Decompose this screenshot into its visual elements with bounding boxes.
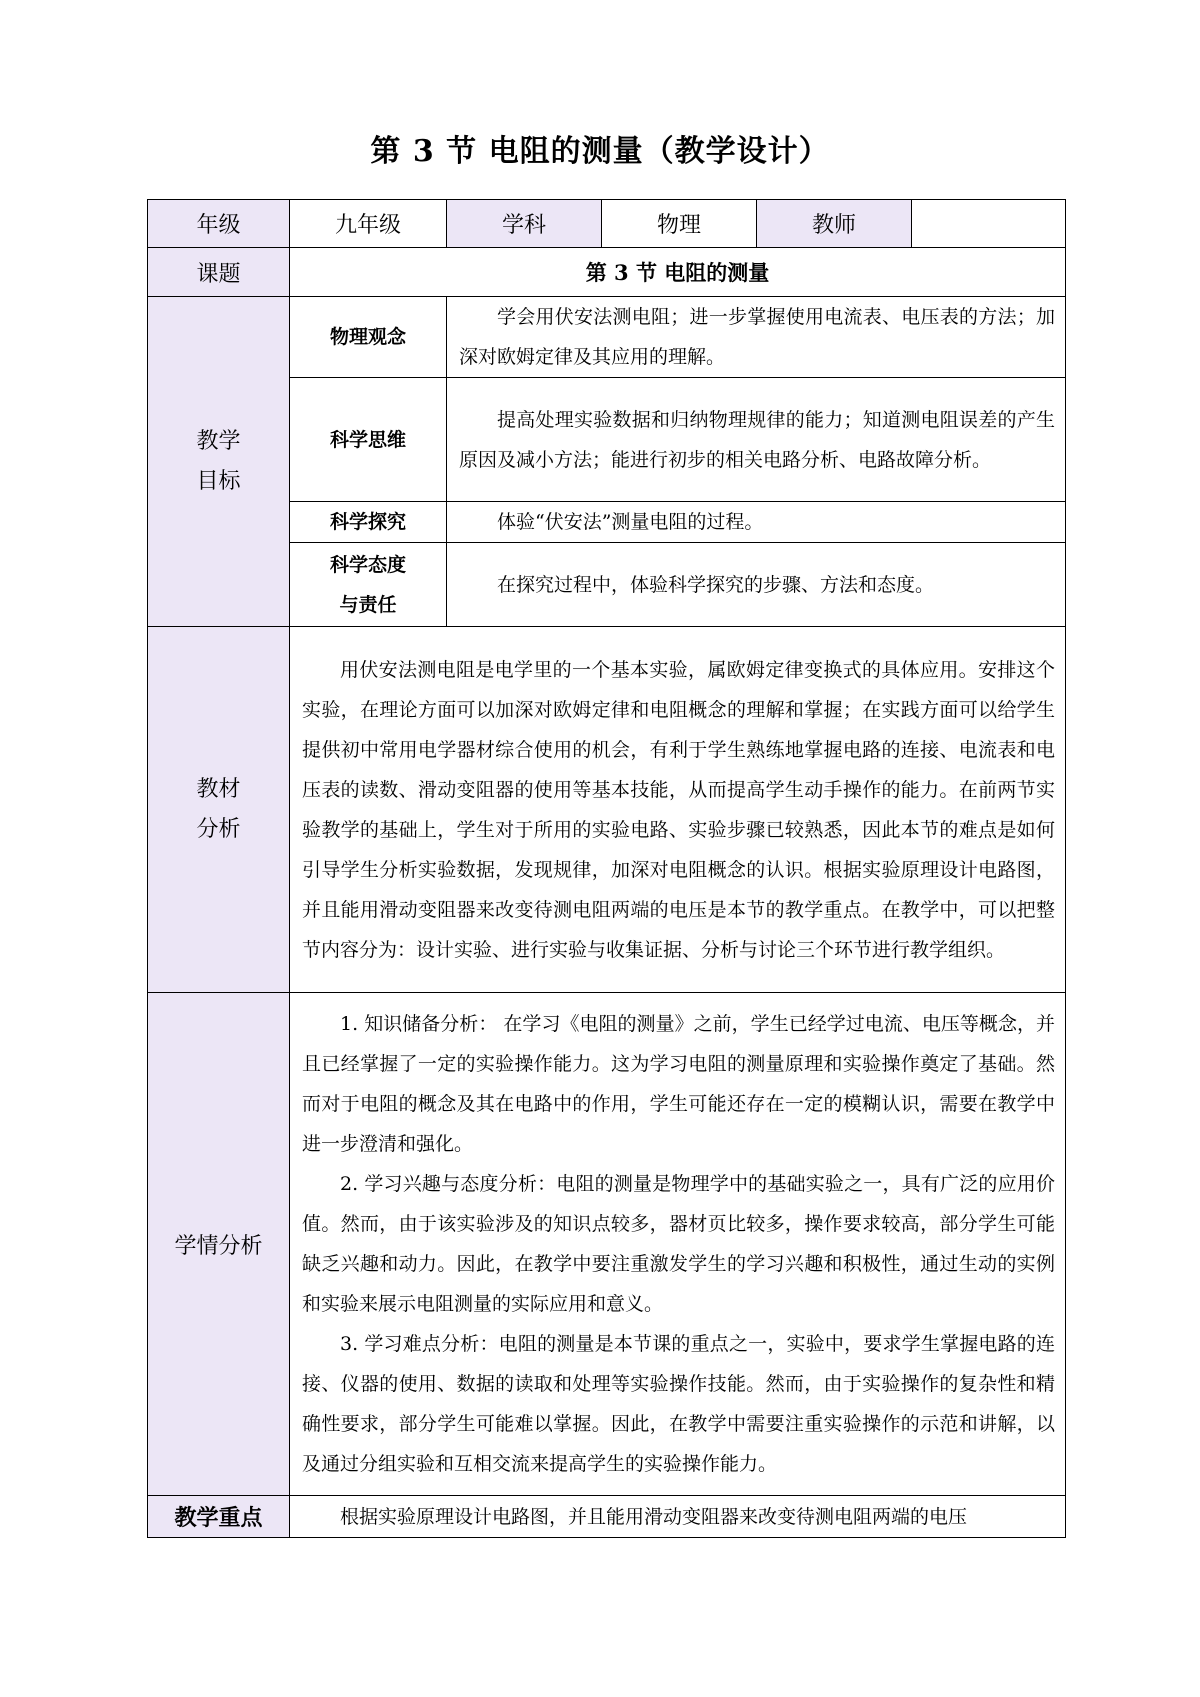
objective-label-attitude-line1: 科学态度 (329, 553, 406, 576)
material-analysis-label-line2: 分析 (196, 816, 241, 842)
student-analysis-label: 学情分析 (148, 993, 290, 1496)
objective-label-attitude (290, 543, 447, 627)
material-analysis-row (148, 627, 1066, 993)
material-analysis-label-line1: 教材 (196, 776, 241, 802)
page-title: 第 3 节 电阻的测量（教学设计） (370, 134, 830, 169)
material-analysis-text: 用伏安法测电阻是电学里的一个基本实验，属欧姆定律变换式的具体应用。安排这个实验，在理论方面可以加深对欧姆定律和电阻概念的理解和掌握；在实践方面可以给学生提供初中常用电学器材综合使用的机会，有利于学生熟练地掌握电路的连接、电流表和电压表的读数、滑动变阻器的使用等基本技能，从而提高学生动手操作的能力。在前两节实验教学的基础上，学生对于所用的实验电路、实验步骤已较熟悉，因此本节的难点是如何引导学生分析实验数据，发现规律，加深对电阻概念的认识。根据实验原理设计电路图，并且能用滑动变阻器来改变待测电阻两端的电压是本节的教学重点。在教学中，可以把整节内容分为：设计实验、进行实验与收集证据、分析与讨论三个环节进行教学组织。 (290, 627, 1066, 993)
objectives-label (148, 297, 290, 627)
objectives-label-line2: 目标 (196, 468, 241, 494)
student-analysis-paragraph: 2. 学习兴趣与态度分析：电阻的测量是物理学中的基础实验之一，具有广泛的应用价值。然而，由于该实验涉及的知识点较多，器材页比较多，操作要求较高，部分学生可能缺乏兴趣和动力。因此，在教学中要注重激发学生的学习兴趣和积极性，通过生动的实例和实验来展示电阻测量的实际应用和意义。 (302, 1173, 1055, 1315)
subject-label: 学科 (447, 200, 602, 248)
objectives-label-line1: 教学 (196, 428, 241, 454)
material-analysis-label (148, 627, 290, 993)
topic-value: 第 3 节 电阻的测量 (290, 248, 1066, 297)
subject-value: 物理 (602, 200, 757, 248)
teacher-value (912, 200, 1066, 248)
objective-text-scientific-inquiry: 体验“伏安法”测量电阻的过程。 (447, 502, 1066, 543)
lesson-plan-table (147, 199, 1066, 1538)
student-analysis-paragraph: 3. 学习难点分析：电阻的测量是本节课的重点之一，实验中，要求学生掌握电路的连接、仪器的使用、数据的读取和处理等实验操作技能。然而，由于实验操作的复杂性和精确性要求，部分学生可能难以掌握。因此，在教学中需要注重实验操作的示范和讲解，以及通过分组实验和互相交流来提高学生的实验操作能力。 (302, 1333, 1055, 1475)
student-analysis-text (290, 993, 1066, 1496)
student-analysis-paragraph: 1. 知识储备分析： 在学习《电阻的测量》之前，学生已经学过电流、电压等概念，并且已经掌握了一定的实验操作能力。这为学习电阻的测量原理和实验操作奠定了基础。然而对于电阻的概念及其在电路中的作用，学生可能还存在一定的模糊认识，需要在教学中进一步澄清和强化。 (302, 1013, 1055, 1155)
objective-text-scientific-thinking: 提高处理实验数据和归纳物理规律的能力；知道测电阻误差的产生原因及减小方法；能进行初步的相关电路分析、电路故障分析。 (447, 378, 1066, 502)
grade-value: 九年级 (290, 200, 447, 248)
teacher-label: 教师 (757, 200, 912, 248)
key-points-label: 教学重点 (148, 1496, 290, 1538)
grade-label: 年级 (148, 200, 290, 248)
student-analysis-row (148, 993, 1066, 1496)
objective-text-physics-concept: 学会用伏安法测电阻；进一步掌握使用电流表、电压表的方法；加深对欧姆定律及其应用的理解。 (447, 297, 1066, 378)
key-points-row (148, 1496, 1066, 1538)
objective-label-physics-concept: 物理观念 (290, 297, 447, 378)
objective-label-scientific-inquiry: 科学探究 (290, 502, 447, 543)
objective-text-attitude: 在探究过程中，体验科学探究的步骤、方法和态度。 (447, 543, 1066, 627)
header-row (148, 200, 1066, 248)
objective-label-scientific-thinking: 科学思维 (290, 378, 447, 502)
objective-row-physics-concept (148, 297, 1066, 378)
objective-label-attitude-line2: 与责任 (339, 593, 397, 616)
topic-label: 课题 (148, 248, 290, 297)
key-points-text: 根据实验原理设计电路图，并且能用滑动变阻器来改变待测电阻两端的电压 (290, 1496, 1066, 1538)
topic-row (148, 248, 1066, 297)
